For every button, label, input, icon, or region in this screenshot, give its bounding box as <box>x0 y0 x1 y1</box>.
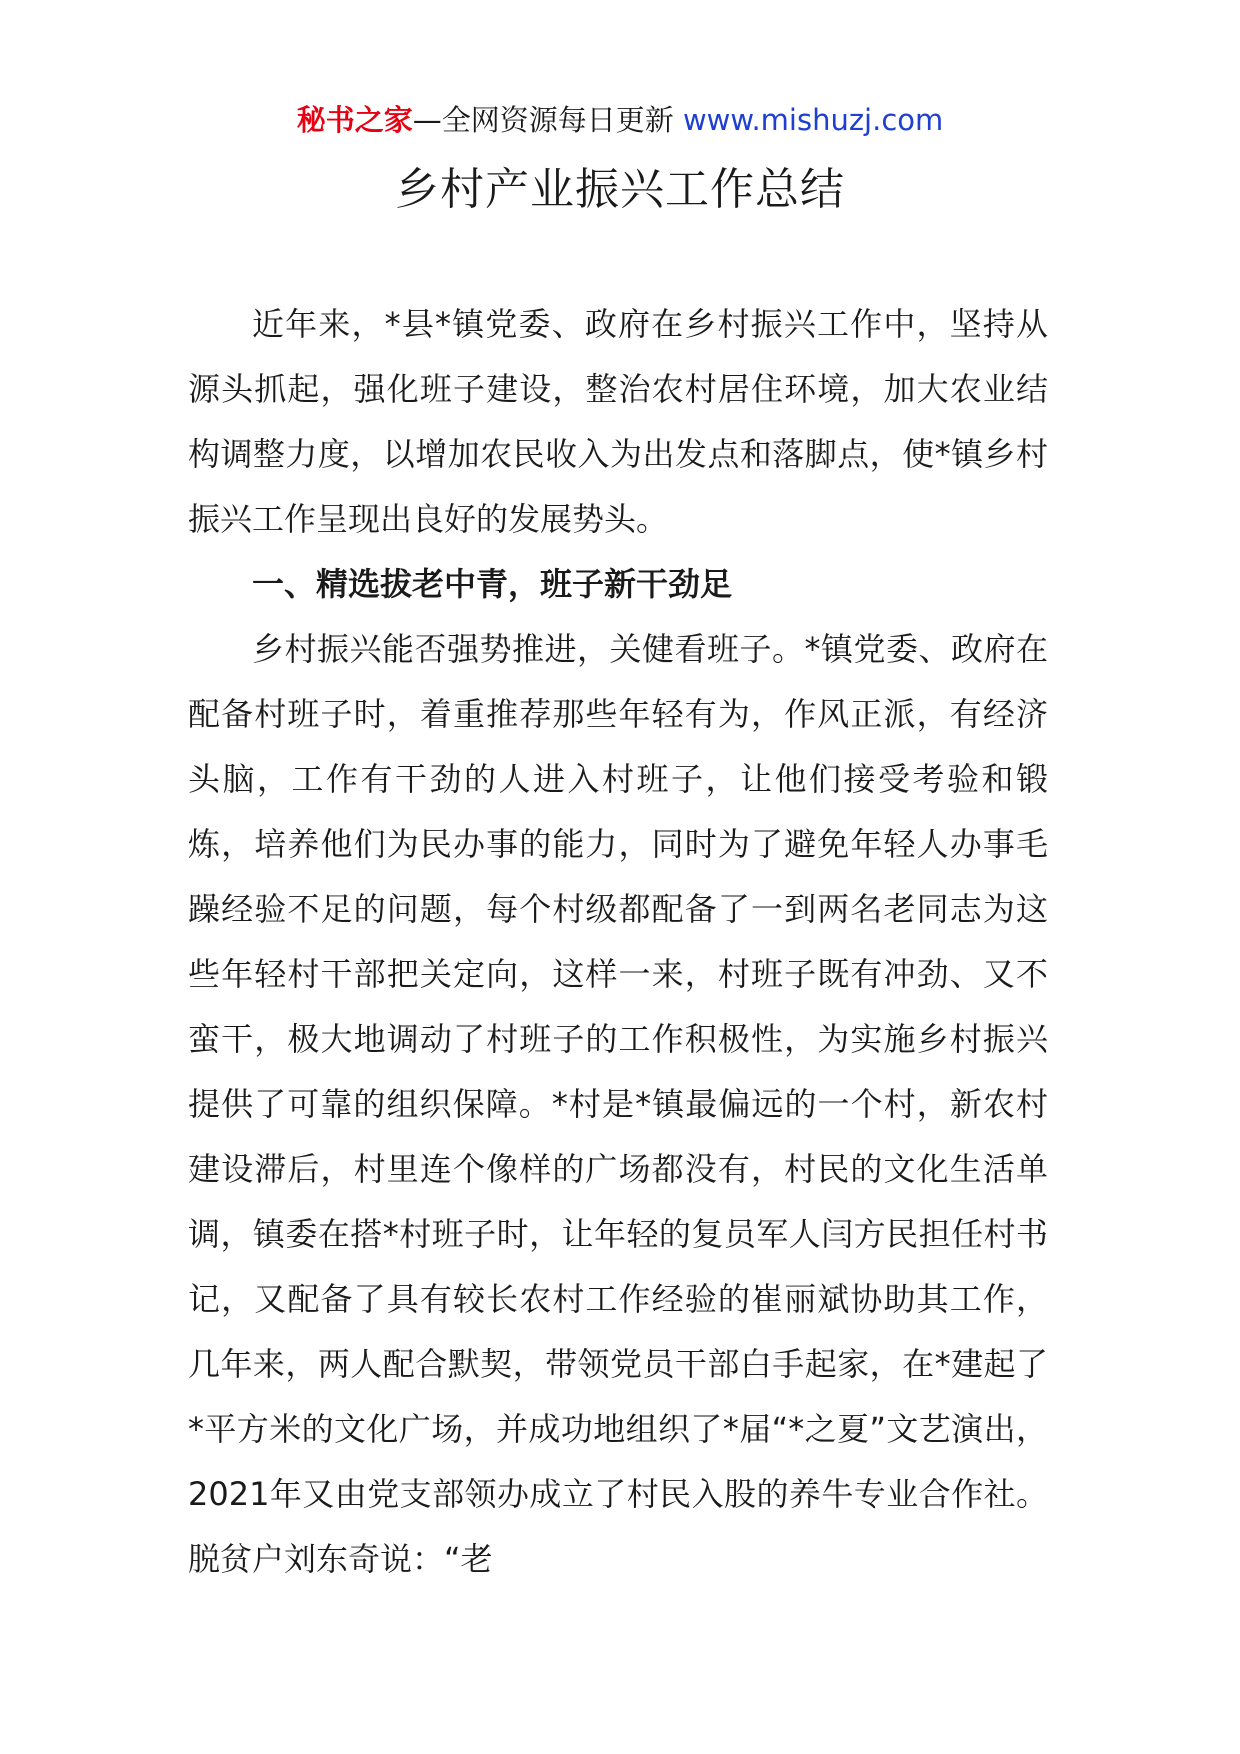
header-tagline: —全网资源每日更新 <box>412 103 683 137</box>
site-url-link[interactable]: www.mishuzj.com <box>682 103 944 137</box>
site-header <box>0 100 1240 140</box>
brand-name: 秘书之家 <box>296 103 413 137</box>
intro-paragraph: 近年来，*县*镇党委、政府在乡村振兴工作中，坚持从源头抓起，强化班子建设，整治农村居住环境，加大农业结构调整力度，以增加农民收入为出发点和落脚点，使*镇乡村振兴工作呈现出良好的发展势头。 <box>188 305 1048 538</box>
section-heading: 一、精选拔老中青，班子新干劲足 <box>252 565 733 603</box>
body-paragraph: 乡村振兴能否强势推进，关健看班子。*镇党委、政府在配备村班子时，着重推荐那些年轻有为，作风正派，有经济头脑，工作有干劲的人进入村班子，让他们接受考验和锻炼，培养他们为民办事的能力，同时为了避免年轻人办事毛躁经验不足的问题，每个村级都配备了一到两名老同志为这些年轻村干部把关定向，这样一来，村班子既有冲劲、又不蛮干，极大地调动了村班子的工作积极性，为实施乡村振兴提供了可靠的组织保障。*村是*镇最偏远的一个村，新农村建设滞后，村里连个像样的广场都没有，村民的文化生活单调，镇委在搭*村班子时，让年轻的复员军人闫方民担任村书记，又配备了具有较长农村工作经验的崔丽斌协助其工作，几年来，两人配合默契，带领党员干部白手起家，在*建起了*平方米的文化广场，并成功地组织了*届“*之夏”文艺演出，2021年又由党支部领办成立了村民入股的养牛专业合作社。脱贫户刘东奇说：“老 <box>188 630 1048 1578</box>
document-body <box>188 292 1048 1592</box>
document-title: 乡村产业振兴工作总结 <box>395 164 845 215</box>
